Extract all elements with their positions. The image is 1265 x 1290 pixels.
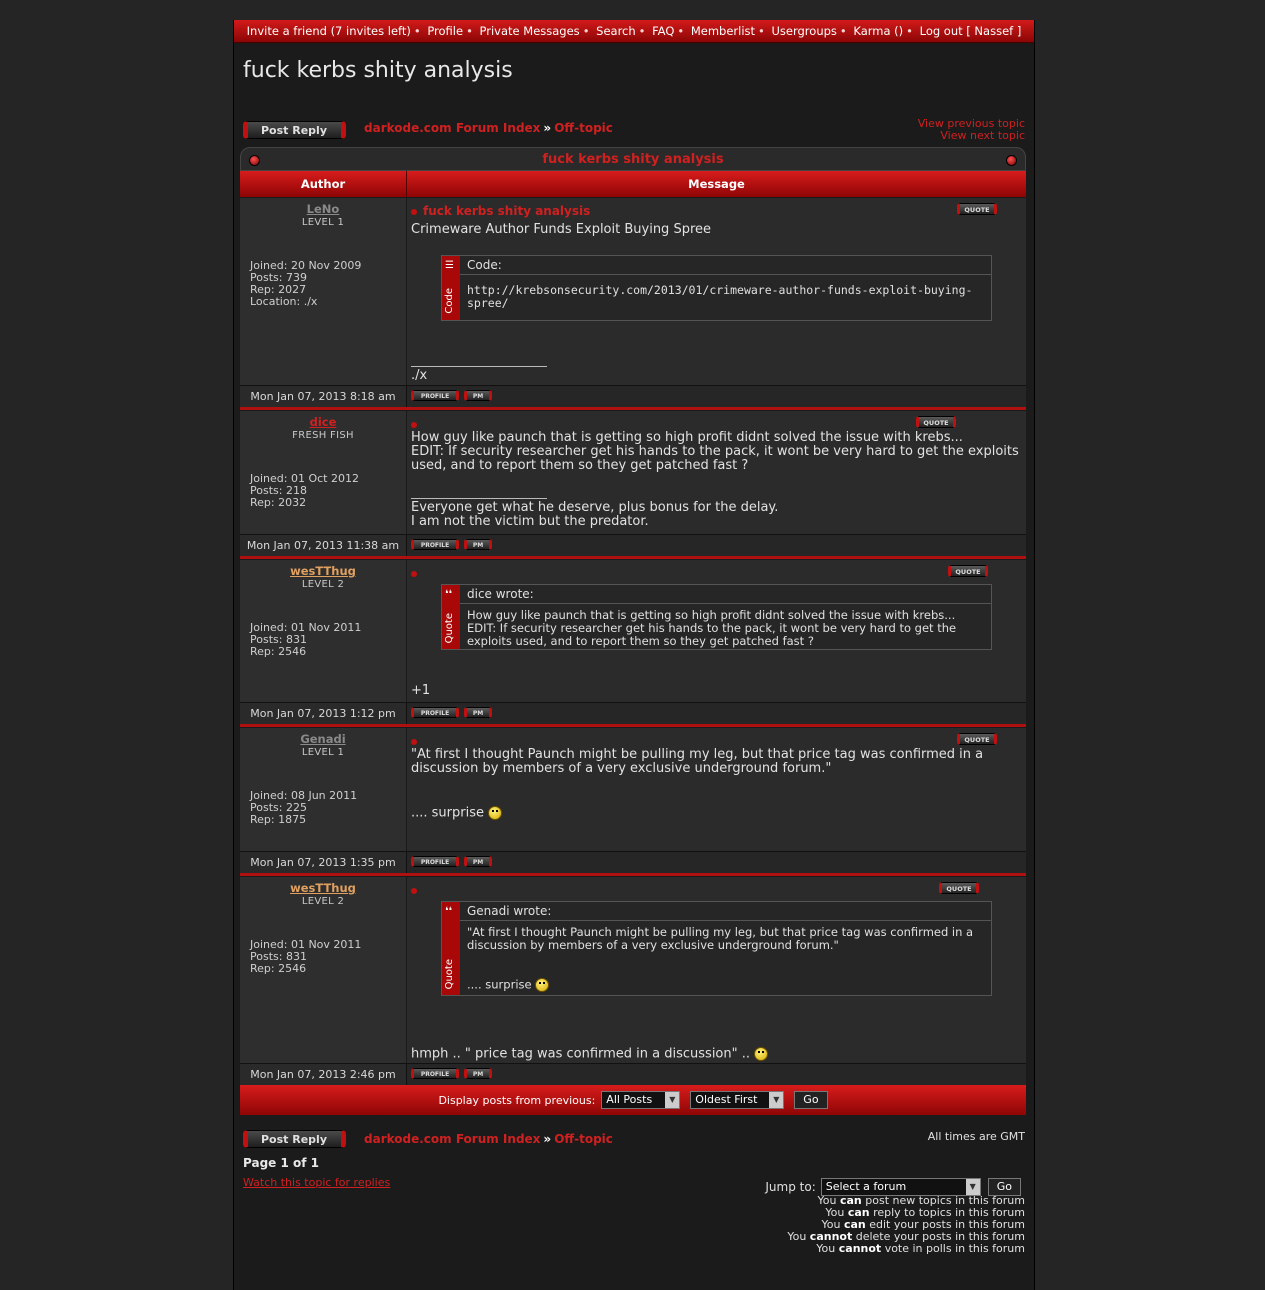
view-previous-topic-link[interactable]: View previous topic	[917, 117, 1025, 130]
code-box-side	[442, 256, 460, 320]
quote-button[interactable]: QUOTE	[939, 882, 979, 894]
quote-side-label: Quote	[444, 612, 455, 643]
stat-joined: Joined: 20 Nov 2009	[250, 259, 362, 272]
post-author-name[interactable]: dice	[309, 415, 337, 429]
post-author-panel	[240, 877, 407, 1063]
post-line: hmph .. " price tag was confirmed in a discussion" ..	[411, 1046, 750, 1062]
nav-sep: •	[677, 24, 685, 38]
profile-button[interactable]: PROFILE	[411, 1068, 459, 1079]
quote-box-header: Genadi wrote:	[460, 902, 991, 921]
col-message: Message	[688, 177, 745, 191]
breadcrumb-forum-index[interactable]: darkode.com Forum Index	[364, 1132, 541, 1146]
signature-line: Everyone get what he deserve, plus bonus for the delay.	[411, 500, 779, 515]
smiley-icon	[535, 978, 549, 992]
stat-rep: Rep: 1875	[250, 813, 307, 826]
post-dot-icon	[411, 422, 417, 428]
signature-divider	[411, 366, 547, 367]
code-box-content: http://krebsonsecurity.com/2013/01/crimeware-author-funds-exploit-buying-spree/	[467, 283, 973, 310]
jump-to-value: Select a forum	[825, 1180, 907, 1193]
profile-button[interactable]: PROFILE	[411, 707, 459, 718]
sort-order-value: Oldest First	[695, 1093, 758, 1106]
perm-flag: cannot	[809, 1230, 853, 1243]
quote-box-content	[460, 921, 991, 997]
caption-dot-right	[1006, 155, 1017, 166]
post-author-panel	[240, 198, 407, 385]
stat-rep: Rep: 2027	[250, 283, 307, 296]
nav-sep: •	[466, 24, 473, 38]
perm-pre: You	[787, 1230, 807, 1243]
stat-posts: Posts: 739	[250, 271, 307, 284]
post-author-name[interactable]: Genadi	[300, 732, 346, 746]
code-box-header: Code:	[460, 256, 991, 275]
permission-line	[787, 1243, 1025, 1255]
post-author-stats	[250, 260, 361, 308]
display-label: Display posts from previous:	[438, 1093, 596, 1107]
sort-order-select[interactable]	[690, 1091, 784, 1109]
breadcrumb-arrow: »	[543, 1132, 552, 1146]
post-text: +1	[411, 683, 431, 698]
topic-navigation	[918, 118, 1025, 142]
post-subject	[411, 734, 423, 748]
quote-line: discussion by members of a very exclusive underground forum."	[467, 938, 839, 952]
surprised-smiley-icon	[754, 1047, 768, 1061]
post-footer	[240, 1063, 1026, 1085]
caption-dot-left	[249, 155, 260, 166]
post-text	[411, 1047, 768, 1062]
post-subject	[411, 417, 423, 431]
post-line: discussion by members of a very exclusive underground forum."	[411, 761, 832, 776]
nav-sep: •	[413, 24, 421, 38]
jump-to-label: Jump to:	[765, 1180, 816, 1194]
post-author-rank: LEVEL 1	[301, 747, 345, 758]
nav-sep: •	[638, 24, 646, 38]
top-navigation	[234, 20, 1034, 43]
stat-joined: Joined: 01 Oct 2012	[250, 472, 359, 485]
posts-period-select[interactable]	[601, 1091, 680, 1109]
post-2	[240, 410, 1026, 534]
post-dot-icon	[411, 209, 417, 215]
perm-post: delete your posts in this forum	[855, 1230, 1025, 1243]
topic-panel	[240, 147, 1026, 1115]
post-text	[411, 748, 983, 776]
post-author-panel	[240, 411, 407, 534]
post-date: Mon Jan 07, 2013 1:35 pm	[240, 852, 407, 873]
post-3	[240, 559, 1026, 702]
post-text	[411, 806, 502, 821]
nav-sep: •	[758, 24, 765, 38]
post-footer	[240, 851, 1026, 873]
perm-post: edit your posts in this forum	[869, 1218, 1025, 1231]
stat-rep: Rep: 2032	[250, 496, 307, 509]
quote-button[interactable]: QUOTE	[916, 416, 956, 428]
code-side-label: Code	[444, 288, 455, 314]
quote-side-label: Quote	[444, 958, 455, 989]
perm-flag: can	[843, 1218, 866, 1231]
chevron-down-icon: ▼	[966, 1179, 980, 1195]
post-author-name[interactable]: LeNo	[306, 202, 340, 216]
stat-joined: Joined: 01 Nov 2011	[250, 621, 362, 634]
signature-line: I am not the victim but the predator.	[411, 514, 649, 529]
post-author-rank: FRESH FISH	[292, 430, 354, 441]
pm-button[interactable]: PM	[464, 707, 492, 718]
nav-sep: •	[839, 24, 847, 38]
post-footer-actions	[407, 703, 1026, 724]
post-date: Mon Jan 07, 2013 1:12 pm	[240, 703, 407, 724]
quote-button[interactable]: QUOTE	[957, 203, 997, 215]
post-date: Mon Jan 07, 2013 2:46 pm	[240, 1064, 407, 1085]
col-author: Author	[240, 171, 407, 197]
post-line: used, and to report them so they get patched fast ?	[411, 458, 749, 473]
post-message-panel	[407, 728, 1026, 851]
profile-button[interactable]: PROFILE	[411, 390, 459, 401]
post-line: EDIT: If security researcher get his hands to the pack, it wont be very hard to get the exploits	[411, 444, 1019, 459]
stat-rep: Rep: 2546	[250, 962, 307, 975]
nav-search[interactable]: Search	[596, 24, 636, 38]
nav-profile[interactable]: Profile	[427, 24, 464, 38]
quote-box-header: dice wrote:	[460, 585, 991, 604]
page-title: fuck kerbs shity analysis	[243, 58, 513, 83]
post-message-panel	[407, 877, 1026, 1063]
post-author-panel	[240, 728, 407, 851]
post-signature: ./x	[411, 368, 428, 383]
post-author-name[interactable]: wesTThug	[290, 881, 356, 895]
perm-pre: You	[821, 1218, 841, 1231]
perm-post: vote in polls in this forum	[884, 1242, 1025, 1255]
perm-post: reply to topics in this forum	[873, 1206, 1025, 1219]
stat-posts: Posts: 831	[250, 950, 307, 963]
page-wrapper	[233, 20, 1035, 1290]
display-options-bar	[240, 1085, 1026, 1115]
chevron-down-icon: ▼	[665, 1092, 679, 1108]
post-line: .... surprise	[411, 805, 484, 821]
caption-topic-link[interactable]: fuck kerbs shity analysis	[542, 152, 724, 167]
stat-rep: Rep: 2546	[250, 645, 307, 658]
page-indicator: Page 1 of 1	[243, 1156, 319, 1170]
nav-private-messages[interactable]: Private Messages	[479, 24, 580, 38]
pm-button[interactable]: PM	[464, 539, 492, 550]
stat-posts: Posts: 831	[250, 633, 307, 646]
post-text	[411, 431, 1019, 473]
nav-sep: •	[582, 24, 590, 38]
breadcrumb	[364, 121, 613, 135]
post-footer-actions	[407, 386, 1026, 407]
post-author-rank: LEVEL 2	[301, 579, 345, 590]
post-author-panel	[240, 560, 407, 702]
post-footer-actions	[407, 852, 1026, 873]
profile-button[interactable]: PROFILE	[411, 539, 459, 550]
table-caption	[240, 147, 1026, 171]
post-author-stats	[250, 622, 361, 658]
post-subject-text: fuck kerbs shity analysis	[423, 204, 591, 218]
nav-logout[interactable]: Log out [ Nassef ]	[919, 24, 1022, 38]
breadcrumb-forum-index[interactable]: darkode.com Forum Index	[364, 121, 541, 135]
pm-button[interactable]: PM	[464, 856, 492, 867]
quote-button[interactable]: QUOTE	[948, 565, 988, 577]
quote-box-side	[442, 902, 460, 995]
post-message-panel	[407, 560, 1026, 702]
post-subject	[411, 566, 423, 580]
post-line: "At first I thought Paunch might be pulling my leg, but that price tag was confirmed in a	[411, 747, 984, 762]
display-go-button[interactable]: Go	[794, 1091, 827, 1109]
perm-pre: You	[825, 1206, 845, 1219]
post-1	[240, 197, 1026, 385]
posts-period-value: All Posts	[606, 1093, 653, 1106]
list-icon: ☰	[445, 260, 454, 271]
stat-location: Location: ./x	[250, 295, 318, 308]
profile-button[interactable]: PROFILE	[411, 856, 459, 867]
chevron-down-icon: ▼	[769, 1092, 783, 1108]
post-footer	[240, 534, 1026, 556]
post-message-panel	[407, 411, 1026, 534]
post-reply-button[interactable]: Post Reply	[243, 121, 346, 139]
quote-line: .... surprise	[467, 977, 532, 992]
post-footer	[240, 702, 1026, 724]
stat-posts: Posts: 218	[250, 484, 307, 497]
pm-button[interactable]: PM	[464, 1068, 492, 1079]
post-author-name[interactable]: wesTThug	[290, 564, 356, 578]
stat-joined: Joined: 08 Jun 2011	[250, 789, 358, 802]
nav-usergroups[interactable]: Usergroups	[771, 24, 837, 38]
stat-joined: Joined: 01 Nov 2011	[250, 938, 362, 951]
nav-invite[interactable]: Invite a friend (7 invites left)	[246, 24, 411, 38]
stat-posts: Posts: 225	[250, 801, 307, 814]
post-5	[240, 876, 1026, 1063]
breadcrumb-off-topic[interactable]: Off-topic	[554, 1132, 613, 1146]
quote-box	[441, 584, 992, 650]
quote-line: EDIT: If security researcher get his hands to the pack, it wont be very hard to get the	[467, 621, 957, 635]
breadcrumb-bottom	[364, 1132, 613, 1146]
perm-pre: You	[816, 1242, 836, 1255]
post-footer-actions	[407, 1064, 1026, 1085]
breadcrumb-arrow: »	[543, 121, 552, 135]
post-reply-button-bottom[interactable]: Post Reply	[243, 1130, 346, 1148]
quote-line-wrap	[467, 978, 984, 992]
smiley-icon	[488, 806, 502, 820]
pm-button[interactable]: PM	[464, 390, 492, 401]
perm-flag: cannot	[838, 1242, 882, 1255]
jump-go-button[interactable]: Go	[988, 1178, 1021, 1196]
post-dot-icon	[411, 739, 417, 745]
nav-karma[interactable]: Karma ()	[853, 24, 904, 38]
nav-memberlist[interactable]: Memberlist	[690, 24, 756, 38]
quote-button[interactable]: QUOTE	[957, 733, 997, 745]
quote-box	[441, 901, 992, 996]
table-header	[240, 171, 1026, 197]
post-text: Crimeware Author Funds Exploit Buying Spree	[411, 222, 711, 237]
signature-divider	[411, 498, 547, 499]
post-dot-icon	[411, 571, 417, 577]
post-author-stats	[250, 473, 359, 509]
breadcrumb-off-topic[interactable]: Off-topic	[554, 121, 613, 135]
post-message-panel	[407, 198, 1026, 385]
perm-post: post new topics in this forum	[865, 1194, 1025, 1207]
post-date: Mon Jan 07, 2013 11:38 am	[240, 535, 407, 556]
quote-box-side	[442, 585, 460, 649]
post-author-rank: LEVEL 2	[301, 896, 345, 907]
post-footer-actions	[407, 535, 1026, 556]
post-subject	[411, 883, 423, 897]
nav-faq[interactable]: FAQ	[652, 24, 675, 38]
post-author-rank: LEVEL 1	[301, 217, 345, 228]
post-date: Mon Jan 07, 2013 8:18 am	[240, 386, 407, 407]
quote-marks-icon: ❛❛	[445, 906, 452, 917]
nav-sep: •	[906, 24, 913, 38]
post-footer	[240, 385, 1026, 407]
view-next-topic-link[interactable]: View next topic	[940, 129, 1025, 142]
post-line: How guy like paunch that is getting so high profit didnt solved the issue with krebs...	[411, 430, 963, 445]
post-4	[240, 727, 1026, 851]
perm-pre: You	[817, 1194, 837, 1207]
post-subject	[411, 204, 590, 218]
watch-topic-link[interactable]: Watch this topic for replies	[243, 1176, 391, 1189]
perm-flag: can	[847, 1206, 870, 1219]
quote-line: exploits used, and to report them so they get patched fast ?	[467, 634, 814, 648]
post-author-stats	[250, 939, 361, 975]
code-box	[441, 255, 992, 321]
quote-marks-icon: ❛❛	[445, 589, 452, 600]
timezone-note: All times are GMT	[927, 1130, 1025, 1143]
post-dot-icon	[411, 888, 417, 894]
post-signature	[411, 501, 778, 529]
forum-permissions	[787, 1195, 1025, 1255]
perm-flag: can	[839, 1194, 862, 1207]
quote-box-content	[460, 604, 991, 653]
post-author-stats	[250, 790, 357, 826]
quote-line: "At first I thought Paunch might be pulling my leg, but that price tag was confirmed in a	[467, 925, 974, 939]
quote-line: How guy like paunch that is getting so high profit didnt solved the issue with krebs...	[467, 608, 956, 622]
